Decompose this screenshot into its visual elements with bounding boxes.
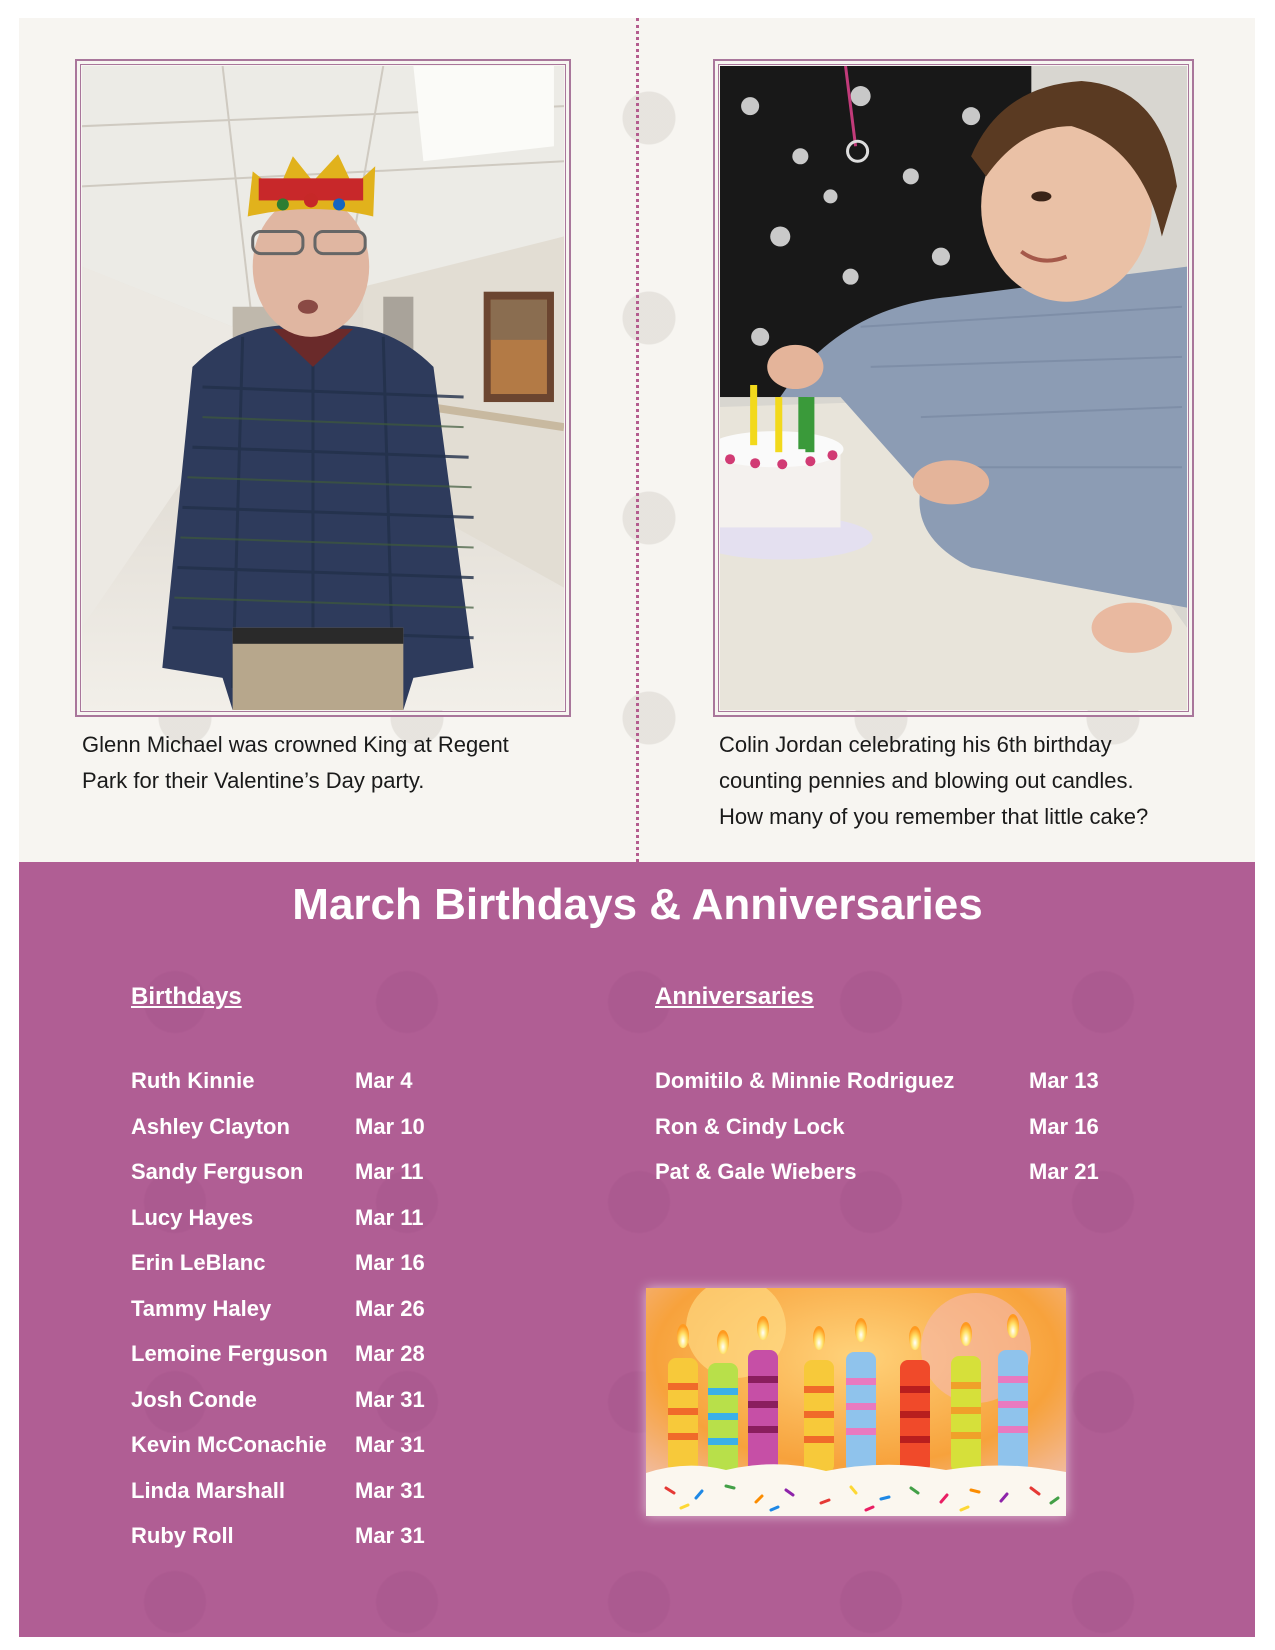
right-photo-caption	[719, 727, 1148, 835]
list-item	[131, 1432, 551, 1478]
birthday-date: Mar 16	[355, 1250, 425, 1275]
birthday-date: Mar 11	[355, 1159, 424, 1184]
birthday-cake-photo-icon	[720, 66, 1187, 710]
birthday-name: Linda Marshall	[131, 1477, 286, 1503]
birthday-date: Mar 31	[355, 1477, 425, 1503]
list-item	[655, 1114, 1155, 1160]
birthday-date: Mar 26	[355, 1295, 425, 1321]
birthday-name: Josh Conde	[131, 1386, 257, 1412]
list-item	[131, 1387, 551, 1433]
list-item	[131, 1341, 551, 1387]
birthday-date: Mar 11	[355, 1204, 424, 1230]
list-item	[131, 1114, 551, 1160]
anniversary-date: Mar 13	[1029, 1068, 1099, 1093]
anniversaries-list	[655, 1068, 1155, 1205]
birthday-name: Ruth Kinnie	[131, 1068, 255, 1093]
birthday-date: Mar 28	[355, 1341, 425, 1366]
list-item	[131, 1159, 551, 1205]
list-item	[131, 1068, 551, 1114]
anniversary-name: Domitilo & Minnie Rodriguez	[655, 1068, 955, 1093]
birthday-date: Mar 31	[355, 1386, 425, 1412]
dotted-divider	[636, 18, 639, 862]
left-photo-frame	[75, 59, 571, 717]
list-item	[131, 1296, 551, 1342]
birthday-name: Erin LeBlanc	[131, 1250, 266, 1275]
list-item	[131, 1523, 551, 1569]
birthday-date: Mar 31	[355, 1432, 425, 1457]
birthday-date: Mar 31	[355, 1523, 425, 1548]
section-title: March Birthdays & Anniversaries	[292, 880, 983, 929]
caption-line: Colin Jordan celebrating his 6th birthday	[719, 732, 1112, 757]
birthday-date: Mar 10	[355, 1113, 425, 1139]
list-item	[131, 1205, 551, 1251]
birthday-name: Ruby Roll	[131, 1523, 234, 1548]
portrait-photo-icon	[82, 66, 564, 710]
birthday-name: Tammy Haley	[131, 1295, 272, 1321]
birthday-candles-image	[646, 1288, 1066, 1516]
caption-line: counting pennies and blowing out candles.	[719, 768, 1134, 793]
right-photo-frame	[713, 59, 1194, 717]
caption-line: Park for their Valentine’s Day party.	[82, 768, 425, 793]
caption-line: Glenn Michael was crowned King at Regent	[82, 732, 509, 757]
birthday-name: Sandy Ferguson	[131, 1159, 304, 1184]
anniversary-date: Mar 16	[1029, 1113, 1099, 1139]
anniversary-name: Ron & Cindy Lock	[655, 1113, 845, 1139]
anniversaries-heading: Anniversaries	[655, 983, 814, 1010]
birthday-date: Mar 4	[355, 1068, 413, 1093]
list-item	[655, 1159, 1155, 1205]
birthday-name: Lucy Hayes	[131, 1204, 254, 1230]
list-item	[131, 1250, 551, 1296]
list-item	[655, 1068, 1155, 1114]
birthdays-list	[131, 1068, 551, 1569]
birthdays-heading: Birthdays	[131, 983, 242, 1010]
list-item	[131, 1478, 551, 1524]
anniversary-name: Pat & Gale Wiebers	[655, 1159, 857, 1184]
left-photo-caption	[82, 727, 509, 799]
birthday-name: Ashley Clayton	[131, 1113, 290, 1139]
birthday-name: Lemoine Ferguson	[131, 1341, 328, 1366]
anniversary-date: Mar 21	[1029, 1159, 1099, 1184]
birthday-name: Kevin McConachie	[131, 1432, 327, 1457]
caption-line: How many of you remember that little cake?	[719, 804, 1149, 829]
